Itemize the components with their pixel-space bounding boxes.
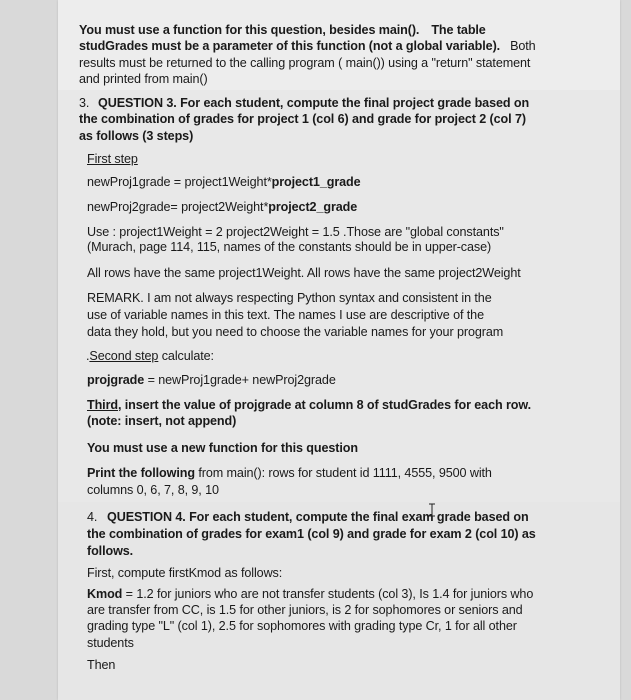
document-page (58, 0, 620, 700)
intro-line-1b: The table (431, 23, 486, 37)
remark-line-2: use of variable names in this text. The names I use are descriptive of the (87, 308, 484, 322)
q3-heading-2: the combination of grades for project 1 (col 6) and grade for project 2 (col 7) (79, 112, 526, 126)
projgrade-expression: = newProj1grade+ newProj2grade (144, 373, 336, 387)
print-line-2: columns 0, 6, 7, 8, 9, 10 (87, 483, 219, 497)
remark-line-3: data they hold, but you need to choose the variable names for your program (87, 325, 504, 339)
then-line: Then (87, 658, 116, 672)
second-step-line (86, 349, 214, 364)
q3-number: 3. (79, 96, 90, 110)
third-step-rest: , insert the value of projgrade at column 8 of studGrades for each row. (117, 398, 531, 412)
projgrade-formula (87, 373, 336, 388)
kmod-line-1-rest: = 1.2 for juniors who are not transfer students (col 3), Is 1.4 for juniors who (122, 587, 534, 601)
third-step-line-1 (87, 398, 531, 413)
firstkmod-line: First, compute firstKmod as follows: (87, 566, 283, 580)
remark-line-1: REMARK. I am not always respecting Python syntax and consistent in the (87, 291, 492, 305)
print-rest: from main(): rows for student id 1111, 4555, 9500 with (194, 466, 492, 480)
third-step-line-2: (note: insert, not append) (87, 414, 237, 428)
intro-line-2 (79, 39, 536, 54)
formula-proj2-plain: newProj2grade= project2Weight* (87, 200, 269, 214)
intro-line-3: results must be returned to the calling program ( main()) using a "return" statement (79, 56, 531, 70)
all-rows-note: All rows have the same project1Weight. All rows have the same project2Weight (87, 266, 521, 280)
kmod-line-2: are transfer from CC, is 1.5 for other juniors, is 2 for sophomores or seniors and (87, 603, 523, 617)
formula-proj1-plain: newProj1grade = project1Weight* (87, 175, 272, 189)
use-constants-line-2: (Murach, page 114, 115, names of the constants should be in upper-case) (87, 240, 492, 254)
formula-proj1-bold: project1_grade (271, 175, 361, 189)
intro-line-4: and printed from main() (79, 72, 208, 86)
use-constants-line-1: Use : project1Weight = 2 project2Weight = 1.5 .Those are "global constants" (87, 225, 504, 239)
formula-proj2-bold: project2_grade (268, 200, 358, 214)
print-label: Print the following (87, 466, 195, 480)
kmod-line-3: grading type "L" (col 1), 2.5 for sophomores with grading type Cr, 1 for all other (87, 619, 517, 633)
formula-proj2 (87, 200, 357, 215)
kmod-line-1 (87, 587, 533, 602)
intro-line-1 (79, 23, 486, 38)
q4-heading-2: the combination of grades for exam1 (col 9) and grade for exam 2 (col 10) as (87, 527, 536, 541)
second-step-dot: . (86, 349, 90, 363)
first-step-label: First step (87, 152, 138, 166)
print-line-1 (87, 466, 492, 481)
formula-proj1 (87, 175, 361, 190)
second-step-rest: calculate: (158, 349, 214, 363)
intro-line-2a: studGrades must be a parameter of this function (not a global variable). (79, 39, 501, 53)
q3-heading-1: QUESTION 3. For each student, compute the final project grade based on (98, 96, 530, 110)
text-cursor-icon (428, 503, 436, 517)
third-step-label: Third (87, 398, 118, 412)
q4-number: 4. (87, 510, 98, 524)
kmod-line-4: students (87, 636, 134, 650)
projgrade-label: projgrade (87, 373, 145, 387)
second-step-label: Second step (89, 349, 159, 363)
kmod-label: Kmod (87, 587, 123, 601)
intro-line-1a: You must use a function for this question, besides main(). (79, 23, 420, 37)
new-function-note: You must use a new function for this question (87, 441, 358, 455)
intro-line-2b: Both (510, 39, 536, 53)
q4-heading-3: follows. (87, 544, 134, 558)
q3-heading-3: as follows (3 steps) (79, 129, 194, 143)
q4-heading-1: QUESTION 4. For each student, compute the final exam grade based on (107, 510, 529, 524)
